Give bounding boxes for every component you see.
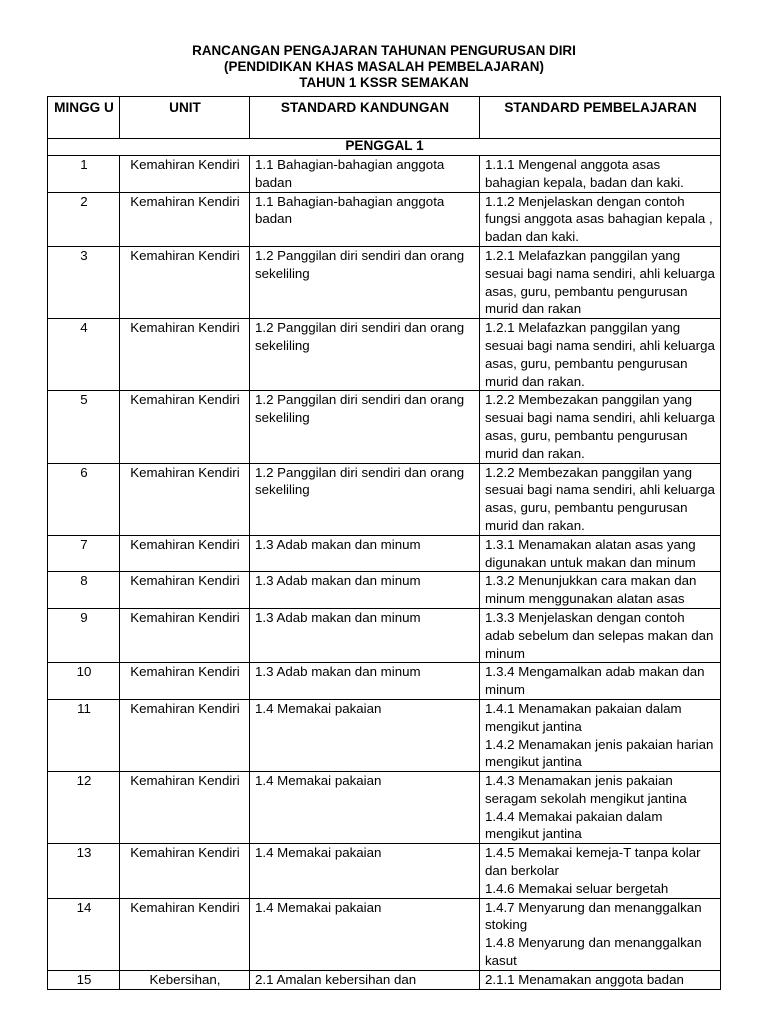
- lesson-plan-table: [47, 96, 721, 990]
- standard-pembelajaran-cell: [480, 572, 721, 609]
- week-number: 11: [48, 699, 120, 771]
- unit-cell: Kemahiran Kendiri: [120, 898, 250, 970]
- learning-standard-item: 1.4.4 Memakai pakaian dalam mengikut jantina: [485, 808, 663, 842]
- table-row: [48, 319, 721, 391]
- standard-pembelajaran-cell: [480, 156, 721, 193]
- standard-pembelajaran-cell: [480, 699, 721, 771]
- week-number: 1: [48, 156, 120, 193]
- learning-standard-item: 1.1.2 Menjelaskan dengan contoh fungsi anggota asas bahagian kepala , badan dan kaki.: [485, 193, 713, 245]
- document-title: [0, 43, 768, 92]
- header-standard-kandungan: STANDARD KANDUNGAN: [250, 97, 480, 139]
- learning-standard-item: 1.2.1 Melafazkan panggilan yang sesuai bagi nama sendiri, ahli keluarga asas, guru, pembantu pengurusan murid dan rakan.: [485, 320, 715, 389]
- standard-pembelajaran-cell: [480, 608, 721, 662]
- unit-cell: Kemahiran Kendiri: [120, 463, 250, 535]
- table-row: [48, 699, 721, 771]
- table-row: [48, 608, 721, 662]
- week-number: 3: [48, 246, 120, 318]
- week-number: 13: [48, 844, 120, 898]
- standard-pembelajaran-cell: [480, 535, 721, 572]
- table-row: [48, 156, 721, 193]
- term-row: [48, 139, 721, 156]
- standard-kandungan-cell: 2.1 Amalan kebersihan dan: [250, 970, 480, 989]
- unit-cell: Kemahiran Kendiri: [120, 246, 250, 318]
- table-row: [48, 970, 721, 989]
- standard-pembelajaran-cell: [480, 663, 721, 700]
- term-label: PENGGAL 1: [48, 139, 721, 156]
- table-row: [48, 463, 721, 535]
- learning-standard-item: 1.3.4 Mengamalkan adab makan dan minum: [485, 664, 705, 698]
- standard-kandungan-cell: 1.2 Panggilan diri sendiri dan orang sekeliling: [250, 391, 480, 463]
- standard-pembelajaran-cell: [480, 246, 721, 318]
- unit-cell: Kemahiran Kendiri: [120, 192, 250, 246]
- learning-standard-item: 1.4.7 Menyarung dan menanggalkan stoking: [485, 899, 702, 933]
- week-number: 5: [48, 391, 120, 463]
- learning-standard-item: 1.4.3 Menamakan jenis pakaian seragam sekolah mengikut jantina: [485, 773, 687, 806]
- table-row: [48, 391, 721, 463]
- standard-kandungan-cell: 1.4 Memakai pakaian: [250, 844, 480, 898]
- learning-standard-item: 1.3.3 Menjelaskan dengan contoh adab sebelum dan selepas makan dan minum: [485, 609, 714, 661]
- table-row: [48, 898, 721, 970]
- table-row: [48, 192, 721, 246]
- unit-cell: Kebersihan,: [120, 970, 250, 989]
- week-number: 4: [48, 319, 120, 391]
- standard-kandungan-cell: 1.3 Adab makan dan minum: [250, 608, 480, 662]
- table-row: [48, 772, 721, 844]
- standard-pembelajaran-cell: [480, 463, 721, 535]
- unit-cell: Kemahiran Kendiri: [120, 572, 250, 609]
- standard-kandungan-cell: 1.4 Memakai pakaian: [250, 772, 480, 844]
- week-number: 14: [48, 898, 120, 970]
- standard-kandungan-cell: 1.4 Memakai pakaian: [250, 898, 480, 970]
- standard-pembelajaran-cell: [480, 319, 721, 391]
- title-line-2: (PENDIDIKAN KHAS MASALAH PEMBELAJARAN): [224, 59, 544, 75]
- standard-kandungan-cell: 1.3 Adab makan dan minum: [250, 663, 480, 700]
- unit-cell: Kemahiran Kendiri: [120, 608, 250, 662]
- unit-cell: Kemahiran Kendiri: [120, 319, 250, 391]
- week-number: 2: [48, 192, 120, 246]
- learning-standard-item: 1.1.1 Mengenal anggota asas bahagian kepala, badan dan kaki.: [485, 157, 684, 190]
- standard-kandungan-cell: 1.2 Panggilan diri sendiri dan orang sekeliling: [250, 319, 480, 391]
- week-number: 6: [48, 463, 120, 535]
- header-standard-pembelajaran: STANDARD PEMBELAJARAN: [480, 97, 721, 139]
- standard-pembelajaran-cell: [480, 391, 721, 463]
- standard-pembelajaran-cell: [480, 844, 721, 898]
- standard-kandungan-cell: 1.1 Bahagian-bahagian anggota badan: [250, 192, 480, 246]
- unit-cell: Kemahiran Kendiri: [120, 535, 250, 572]
- week-number: 10: [48, 663, 120, 700]
- table-row: [48, 572, 721, 609]
- unit-cell: Kemahiran Kendiri: [120, 156, 250, 193]
- learning-standard-item: 1.4.2 Menamakan jenis pakaian harian mengikut jantina: [485, 736, 714, 770]
- learning-standard-item: 1.4.6 Memakai seluar bergetah: [485, 880, 669, 896]
- table-row: [48, 246, 721, 318]
- week-number: 7: [48, 535, 120, 572]
- standard-kandungan-cell: 1.3 Adab makan dan minum: [250, 572, 480, 609]
- title-line-1: RANCANGAN PENGAJARAN TAHUNAN PENGURUSAN DIRI: [192, 43, 576, 58]
- header-week: MINGG U: [48, 97, 120, 139]
- unit-cell: Kemahiran Kendiri: [120, 772, 250, 844]
- week-number: 12: [48, 772, 120, 844]
- learning-standard-item: 1.4.8 Menyarung dan menanggalkan kasut: [485, 935, 702, 969]
- standard-pembelajaran-cell: [480, 970, 721, 989]
- table-row: [48, 663, 721, 700]
- unit-cell: Kemahiran Kendiri: [120, 663, 250, 700]
- unit-cell: Kemahiran Kendiri: [120, 391, 250, 463]
- learning-standard-item: 1.3.1 Menamakan alatan asas yang digunakan untuk makan dan minum: [485, 536, 696, 570]
- standard-kandungan-cell: 1.1 Bahagian-bahagian anggota badan: [250, 156, 480, 193]
- learning-standard-item: 1.4.5 Memakai kemeja-T tanpa kolar dan berkolar: [485, 845, 701, 879]
- standard-kandungan-cell: 1.2 Panggilan diri sendiri dan orang sekeliling: [250, 246, 480, 318]
- learning-standard-item: 1.4.1 Menamakan pakaian dalam mengikut jantina: [485, 700, 682, 734]
- standard-pembelajaran-cell: [480, 192, 721, 246]
- week-number: 8: [48, 572, 120, 609]
- week-number: 15: [48, 970, 120, 989]
- header-unit: UNIT: [120, 97, 250, 139]
- standard-kandungan-cell: 1.3 Adab makan dan minum: [250, 535, 480, 572]
- unit-cell: Kemahiran Kendiri: [120, 844, 250, 898]
- table-row: [48, 535, 721, 572]
- standard-pembelajaran-cell: [480, 898, 721, 970]
- learning-standard-item: 2.1.1 Menamakan anggota badan: [485, 971, 684, 987]
- learning-standard-item: 1.2.2 Membezakan panggilan yang sesuai bagi nama sendiri, ahli keluarga asas, guru, pembantu pengurusan murid dan rakan.: [485, 392, 715, 461]
- week-number: 9: [48, 608, 120, 662]
- standard-kandungan-cell: 1.2 Panggilan diri sendiri dan orang sekeliling: [250, 463, 480, 535]
- table-row: [48, 844, 721, 898]
- learning-standard-item: 1.2.2 Membezakan panggilan yang sesuai bagi nama sendiri, ahli keluarga asas, guru, pembantu pengurusan murid dan rakan.: [485, 464, 715, 533]
- standard-pembelajaran-cell: [480, 772, 721, 844]
- title-line-3: TAHUN 1 KSSR SEMAKAN: [299, 75, 469, 91]
- standard-kandungan-cell: 1.4 Memakai pakaian: [250, 699, 480, 771]
- learning-standard-item: 1.3.2 Menunjukkan cara makan dan minum menggunakan alatan asas: [485, 573, 697, 607]
- learning-standard-item: 1.2.1 Melafazkan panggilan yang sesuai bagi nama sendiri, ahli keluarga asas, guru, pembantu pengurusan murid dan rakan: [485, 247, 715, 317]
- table-header-row: [48, 97, 721, 139]
- unit-cell: Kemahiran Kendiri: [120, 699, 250, 771]
